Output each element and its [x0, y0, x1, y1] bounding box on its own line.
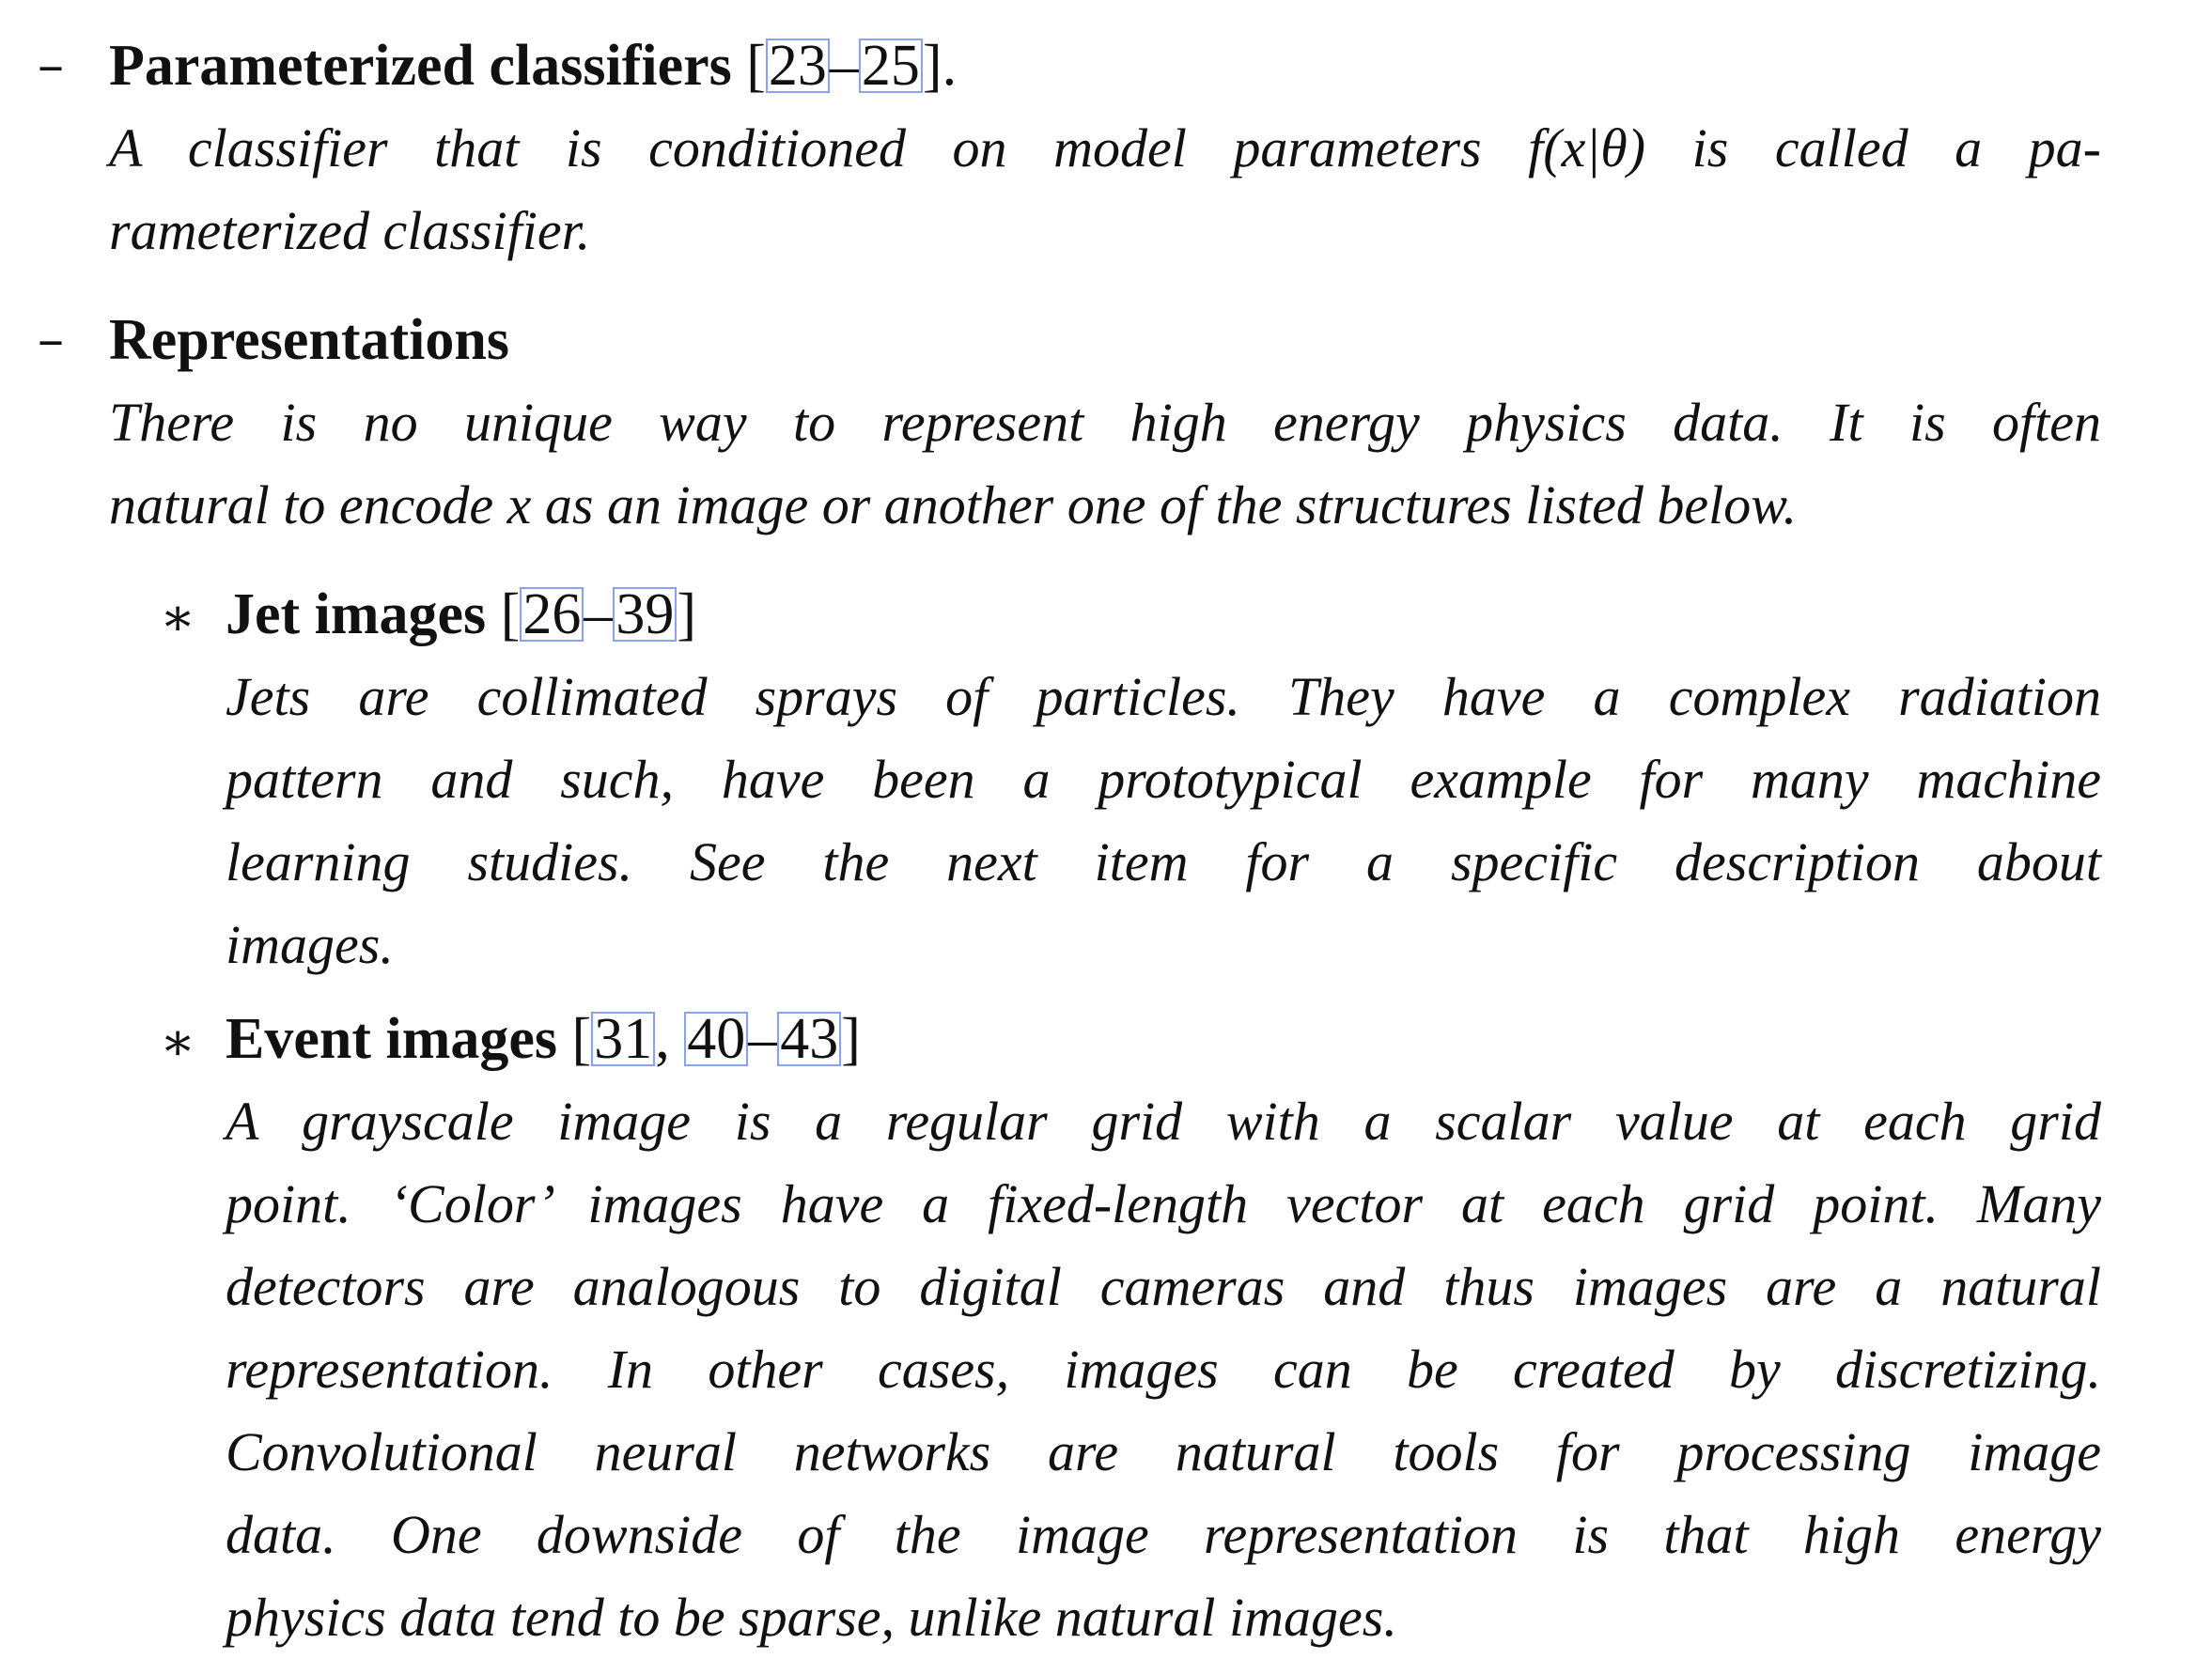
item-title: Parameterized classifiers	[109, 34, 732, 98]
text-line: pattern and such, have been a prototypical example for many machine	[226, 749, 2101, 810]
citation-link[interactable]: 26	[520, 587, 584, 642]
item-title: Representations	[109, 308, 509, 372]
item-title: Event images	[226, 1007, 558, 1071]
text-line: physics data tend to be sparse, unlike natural images.	[226, 1587, 1397, 1648]
dash-bullet: –	[38, 35, 64, 96]
citation-link[interactable]: 43	[777, 1012, 841, 1066]
asterisk-bullet: ∗	[160, 587, 196, 648]
asterisk-bullet: ∗	[160, 1012, 196, 1073]
item-description	[226, 656, 2101, 986]
text-line: data. One downside of the image representation is that high energy	[226, 1504, 2101, 1565]
item-title: Jet images	[226, 582, 487, 646]
item-description	[109, 107, 2101, 272]
text-line: A grayscale image is a regular grid with a scalar value at each grid	[226, 1091, 2101, 1152]
text-line: representation. In other cases, images can be created by discretizing.	[226, 1339, 2101, 1400]
citation-group: [23–25]	[746, 34, 942, 98]
dash-bullet: –	[38, 309, 64, 370]
text-line: detectors are analogous to digital cameras and thus images are a natural	[226, 1256, 2101, 1317]
text-line: learning studies. See the next item for a specific description about	[226, 831, 2101, 892]
item-heading	[109, 299, 509, 381]
citation-link[interactable]: 31	[591, 1012, 655, 1066]
item-description	[226, 1080, 2101, 1659]
citation-group: [31, 40–43]	[571, 1007, 861, 1071]
citation-group: [26–39]	[500, 582, 696, 646]
citation-link[interactable]: 40	[684, 1012, 748, 1066]
text-line: images.	[226, 914, 394, 975]
citation-link[interactable]: 23	[766, 39, 830, 93]
text-line: point. ‘Color’ images have a fixed-length vector at each grid point. Many	[226, 1173, 2101, 1234]
item-description	[109, 381, 2101, 547]
item-heading: Parameterized classifiers [23–25].	[109, 34, 958, 98]
text-line: Jets are collimated sprays of particles. They have a complex radiation	[226, 666, 2101, 727]
text-line: rameterized classifier.	[109, 200, 591, 261]
text-line: Convolutional neural networks are natural tools for processing image	[226, 1421, 2101, 1482]
citation-link[interactable]: 39	[613, 587, 677, 642]
text-line: natural to encode x as an image or another one of the structures listed below.	[109, 474, 1798, 535]
text-line: There is no unique way to represent high energy physics data. It is often	[109, 392, 2101, 453]
text-line: A classifier that is conditioned on model parameters f(x|θ) is called a pa-	[109, 117, 2101, 178]
item-heading	[226, 573, 696, 656]
citation-link[interactable]: 25	[859, 39, 923, 93]
item-heading	[226, 998, 861, 1080]
